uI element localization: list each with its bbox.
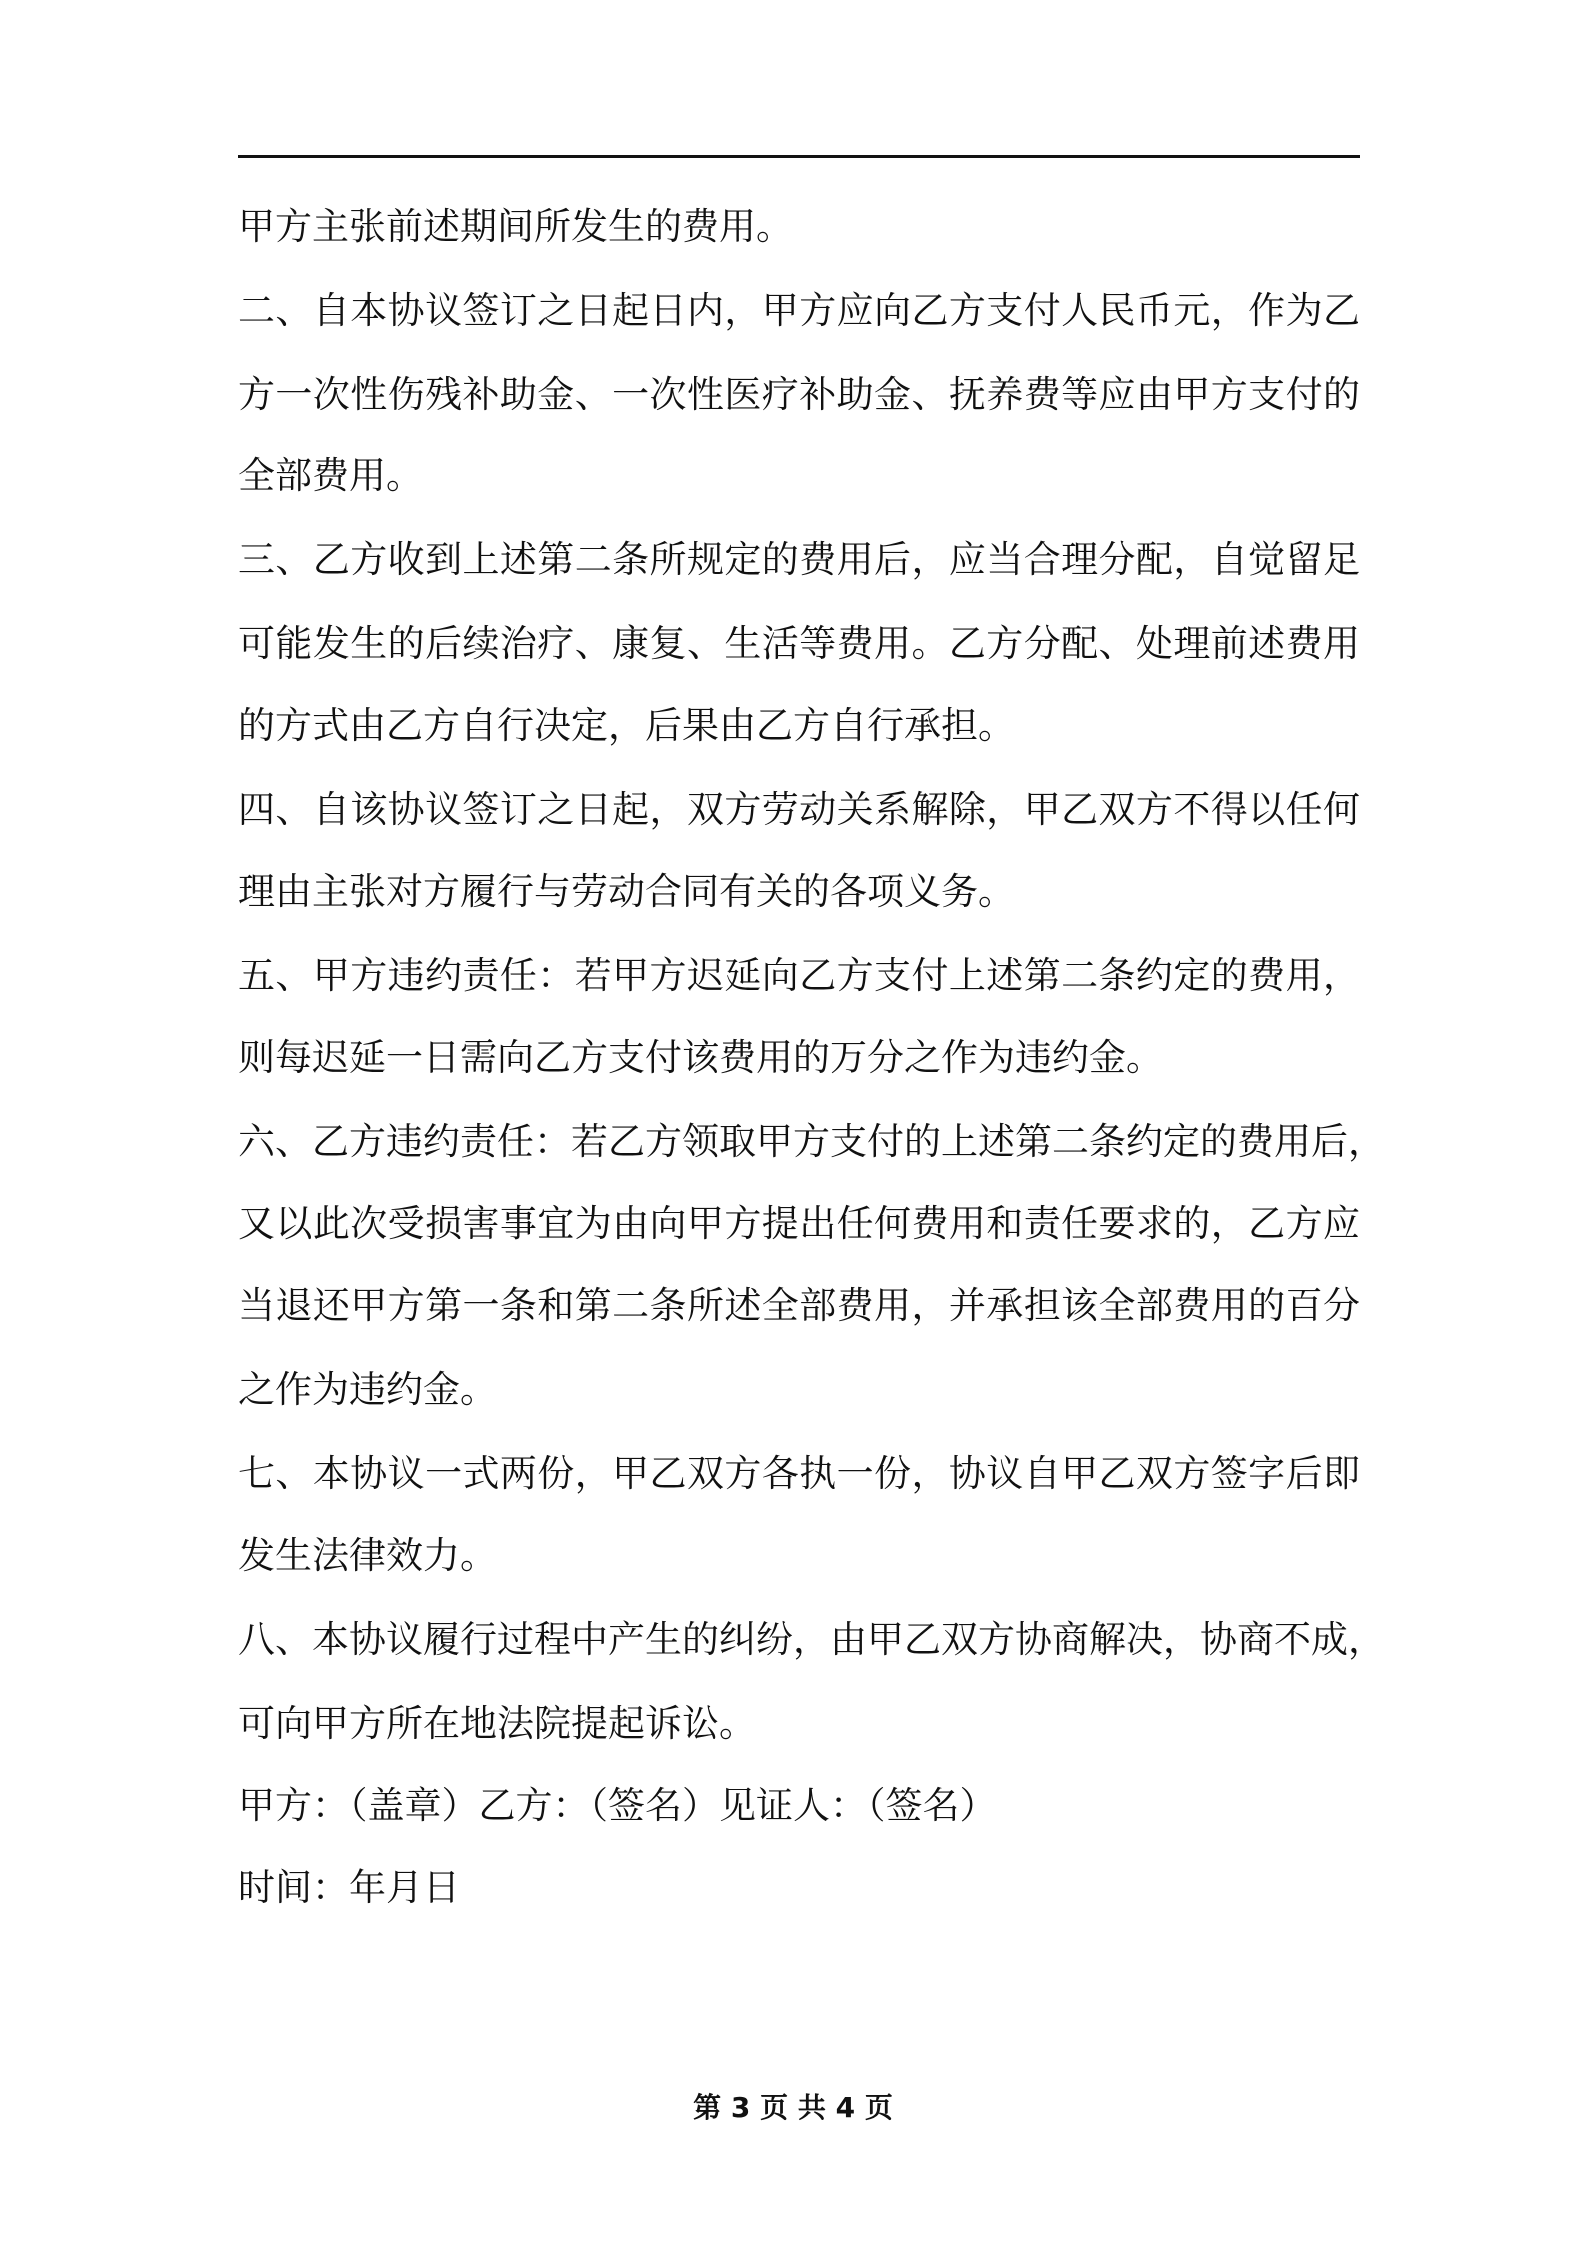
text-line: 甲方主张前述期间所发生的费用。 xyxy=(238,205,793,248)
text-line: 可向甲方所在地法院提起诉讼。 xyxy=(238,1702,756,1745)
text-line: 又以此次受损害事宜为由向甲方提出任何费用和责任要求的，乙方应 xyxy=(238,1202,1360,1245)
text-line: 三、乙方收到上述第二条所规定的费用后，应当合理分配，自觉留足 xyxy=(238,538,1360,581)
text-line: 之作为违约金。 xyxy=(238,1368,497,1411)
text-line: 可能发生的后续治疗、康复、生活等费用。乙方分配、处理前述费用 xyxy=(238,622,1360,665)
header-rule xyxy=(238,155,1360,158)
text-line: 则每迟延一日需向乙方支付该费用的万分之作为违约金。 xyxy=(238,1036,1163,1079)
text-line: 方一次性伤残补助金、一次性医疗补助金、抚养费等应由甲方支付的 xyxy=(238,373,1360,416)
text-line: 发生法律效力。 xyxy=(238,1534,497,1577)
signature-line: 甲方：（盖章）乙方：（签名）见证人：（签名） xyxy=(238,1784,997,1827)
text-line: 全部费用。 xyxy=(238,454,423,497)
date-line: 时间：年月日 xyxy=(238,1866,460,1909)
text-line: 理由主张对方履行与劳动合同有关的各项义务。 xyxy=(238,870,1015,913)
text-line: 八、本协议履行过程中产生的纠纷，由甲乙双方协商解决，协商不成， xyxy=(238,1618,1385,1661)
text-line: 的方式由乙方自行决定，后果由乙方自行承担。 xyxy=(238,704,1015,747)
text-line: 二、自本协议签订之日起日内，甲方应向乙方支付人民币元，作为乙 xyxy=(238,289,1360,332)
text-line: 六、乙方违约责任：若乙方领取甲方支付的上述第二条约定的费用后， xyxy=(238,1120,1385,1163)
text-line: 七、本协议一式两份，甲乙双方各执一份，协议自甲乙双方签字后即 xyxy=(238,1452,1360,1495)
text-line: 当退还甲方第一条和第二条所述全部费用，并承担该全部费用的百分 xyxy=(238,1284,1360,1327)
text-line: 四、自该协议签订之日起，双方劳动关系解除，甲乙双方不得以任何 xyxy=(238,788,1360,831)
page-number-footer: 第 3 页 共 4 页 xyxy=(693,2091,893,2124)
text-line: 五、甲方违约责任：若甲方迟延向乙方支付上述第二条约定的费用， xyxy=(238,954,1360,997)
